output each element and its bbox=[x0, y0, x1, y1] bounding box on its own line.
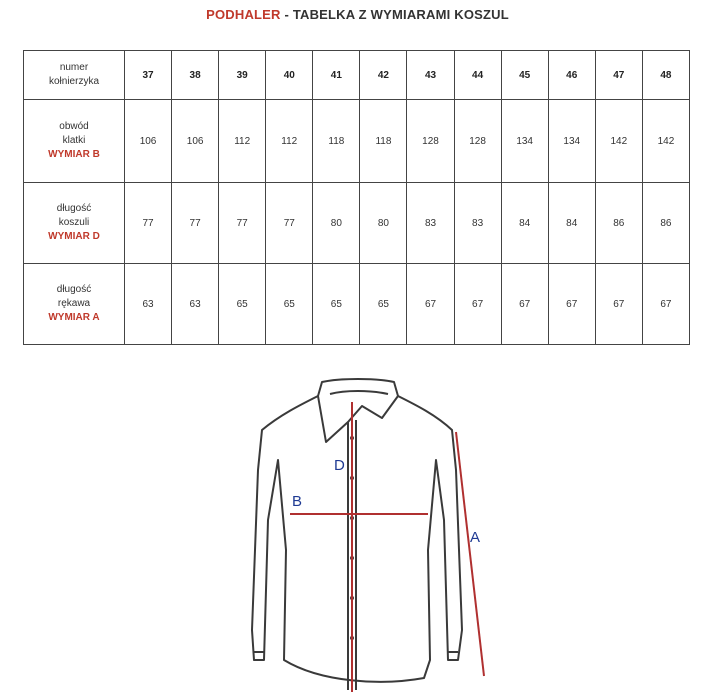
row-label-line: obwód bbox=[59, 121, 89, 132]
table-cell: 41 bbox=[313, 51, 360, 100]
dimension-code: WYMIAR B bbox=[48, 149, 100, 160]
table-cell: 80 bbox=[313, 183, 360, 264]
label-b: B bbox=[292, 493, 303, 510]
table-cell: 63 bbox=[125, 264, 172, 345]
brand-name: PODHALER bbox=[206, 7, 281, 22]
page-title bbox=[0, 7, 715, 22]
table-cell: 83 bbox=[407, 183, 454, 264]
title-text: TABELKA Z WYMIARAMI KOSZUL bbox=[292, 7, 509, 22]
row-label-line: koszuli bbox=[58, 217, 90, 228]
shirt-diagram bbox=[0, 360, 715, 700]
table-cell: 65 bbox=[219, 264, 266, 345]
table-cell: 37 bbox=[125, 51, 172, 100]
row-label-line: kołnierzyka bbox=[48, 76, 100, 87]
table-cell: 63 bbox=[172, 264, 219, 345]
table-cell: 40 bbox=[266, 51, 313, 100]
table-row bbox=[24, 51, 690, 100]
table-cell: 42 bbox=[360, 51, 407, 100]
row-label bbox=[24, 100, 125, 183]
shirt-collar-band bbox=[330, 391, 388, 394]
table-cell: 112 bbox=[219, 100, 266, 183]
table-cell: 80 bbox=[360, 183, 407, 264]
table-cell: 67 bbox=[454, 264, 501, 345]
size-table bbox=[23, 50, 690, 345]
table-cell: 77 bbox=[219, 183, 266, 264]
dimension-code: WYMIAR D bbox=[48, 231, 100, 242]
table-cell: 84 bbox=[501, 183, 548, 264]
table-cell: 43 bbox=[407, 51, 454, 100]
table-cell: 83 bbox=[454, 183, 501, 264]
title-separator: - bbox=[280, 7, 293, 22]
row-label bbox=[24, 51, 125, 100]
table-cell: 134 bbox=[548, 100, 595, 183]
row-label-line: długość bbox=[56, 203, 92, 214]
table-cell: 39 bbox=[219, 51, 266, 100]
table-cell: 67 bbox=[407, 264, 454, 345]
table-cell: 67 bbox=[548, 264, 595, 345]
table-row bbox=[24, 100, 690, 183]
table-cell: 45 bbox=[501, 51, 548, 100]
table-cell: 84 bbox=[548, 183, 595, 264]
table-cell: 65 bbox=[266, 264, 313, 345]
dimension-code: WYMIAR A bbox=[48, 312, 100, 323]
table-cell: 112 bbox=[266, 100, 313, 183]
table-cell: 77 bbox=[172, 183, 219, 264]
label-d: D bbox=[334, 457, 345, 474]
table-cell: 67 bbox=[595, 264, 642, 345]
table-cell: 65 bbox=[360, 264, 407, 345]
table-cell: 106 bbox=[125, 100, 172, 183]
table-cell: 67 bbox=[501, 264, 548, 345]
table-cell: 47 bbox=[595, 51, 642, 100]
table-cell: 128 bbox=[407, 100, 454, 183]
row-label-line: klatki bbox=[62, 135, 86, 146]
measure-lines bbox=[290, 402, 484, 692]
label-a: A bbox=[470, 529, 481, 546]
row-label-line: numer bbox=[59, 62, 89, 73]
row-label bbox=[24, 264, 125, 345]
table-cell: 118 bbox=[313, 100, 360, 183]
table-cell: 118 bbox=[360, 100, 407, 183]
table-cell: 142 bbox=[642, 100, 689, 183]
table-row bbox=[24, 264, 690, 345]
table-cell: 86 bbox=[642, 183, 689, 264]
table-cell: 106 bbox=[172, 100, 219, 183]
table-cell: 67 bbox=[642, 264, 689, 345]
table-cell: 48 bbox=[642, 51, 689, 100]
table-cell: 77 bbox=[266, 183, 313, 264]
table-cell: 38 bbox=[172, 51, 219, 100]
table-cell: 134 bbox=[501, 100, 548, 183]
table-cell: 128 bbox=[454, 100, 501, 183]
table-cell: 77 bbox=[125, 183, 172, 264]
table-cell: 86 bbox=[595, 183, 642, 264]
table-cell: 142 bbox=[595, 100, 642, 183]
table-row bbox=[24, 183, 690, 264]
shirt-collar bbox=[318, 379, 398, 442]
row-label-line: rękawa bbox=[57, 298, 91, 309]
row-label-line: długość bbox=[56, 284, 92, 295]
table-cell: 46 bbox=[548, 51, 595, 100]
table-cell: 44 bbox=[454, 51, 501, 100]
table-cell: 65 bbox=[313, 264, 360, 345]
row-label bbox=[24, 183, 125, 264]
